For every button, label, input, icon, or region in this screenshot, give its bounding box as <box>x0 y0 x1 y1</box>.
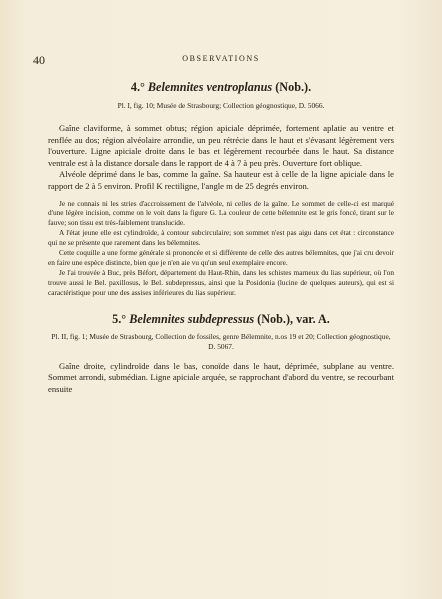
note-paragraph: Cette coquille a une forme générale si prononcée et si différente de celle des autres bélemnites, que j'ai cru devoir en faire une espèce distincte, bien que je n'en aie vu qu'un seul exemplaire encore. <box>48 248 394 267</box>
species-name: Belemnites subdepressus <box>129 311 255 326</box>
description <box>48 123 394 193</box>
description <box>48 361 394 396</box>
species-author: (Nob.), var. A. <box>254 311 330 326</box>
section-number: 5.° <box>112 311 130 326</box>
plate-reference: Pl. II, fig. 1; Musée de Strasbourg, Collection de fossiles, genre Bélemnite, n.os 19 et 20; Collection géognostique, D. 5067. <box>51 331 391 351</box>
note-paragraph: Je ne connais ni les stries d'accroissement de l'alvéole, ni celles de la gaîne. Le sommet de celle-ci est marqué d'une légère incision, comme on le voit dans la figure G. La couleur de cette bélemnite est le gris foncé, tirant sur le fauve; son tissu est très-faiblement translucide. <box>48 198 394 228</box>
description-paragraph: Gaîne claviforme, à sommet obtus; région apiciale déprimée, fortement aplatie au ventre et renflée au dos; région alvéolaire arrondie, un peu rétrécie dans le haut et s'évasant légèrement vers l'ouverture. Ligne apiciale droite dans le bas et légèrement recourbée dans le haut. Sa distance ventrale est à la distance dorsale dans le rapport de 4 à 7 à peu près. Ouverture fort oblique. <box>48 123 394 168</box>
page-number: 40 <box>33 53 45 67</box>
notes <box>48 199 394 298</box>
page-content <box>48 80 394 395</box>
section-title-subdepressus <box>48 312 394 327</box>
species-name: Belemnites ventroplanus <box>147 80 273 94</box>
description-paragraph: Gaîne droite, cylindroïde dans le bas, conoïde dans le haut, déprimée, subplane au ventre. Sommet arrondi, submédian. Ligne apiciale arquée, se rapprochant d'abord du ventre, se recourbant ensuite <box>48 360 394 394</box>
plate-reference: Pl. I, fig. 10; Musée de Strasbourg; Collection géognostique, D. 5066. <box>117 101 325 110</box>
section-title-ventroplanus <box>48 80 394 95</box>
note-paragraph: A l'état jeune elle est cylindroïde, à contour subcirculaire; son sommet n'est pas aigu dans cet état : circonstance qui ne se présente que rarement dans les bélemnites. <box>48 228 394 248</box>
running-head: OBSERVATIONS <box>182 54 260 63</box>
section-number: 4.° <box>130 80 148 94</box>
description-paragraph: Alvéole déprimé dans le bas, comme la gaîne. Sa hauteur est à celle de la ligne apiciale dans le rapport de 2 à 5 environ. Profil K rectiligne, l'angle m de 25 degrés environ. <box>48 169 394 191</box>
species-author: (Nob.). <box>272 80 312 94</box>
note-paragraph: Je l'ai trouvée à Buc, près Béfort, département du Haut-Rhin, dans les schistes marneux du lias supérieur, où l'on trouve aussi le Bel. paxillosus, le Bel. subdepressus, ainsi que la Posidonia (lucine de quelques auteurs), qui est si caractéristique pour une des assises inférieures du lias supérieur. <box>48 267 394 297</box>
page-header <box>33 53 409 67</box>
